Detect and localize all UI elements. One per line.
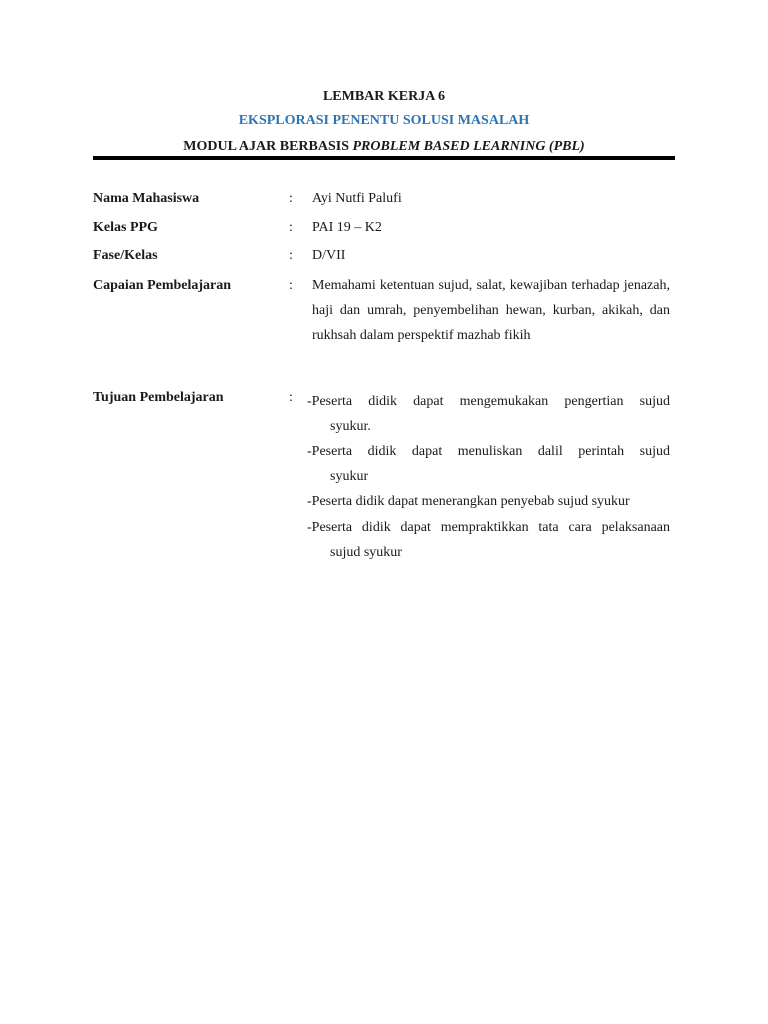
goal-item-continuation: syukur bbox=[330, 469, 369, 484]
module-heading-italic: PROBLEM BASED LEARNING (PBL) bbox=[352, 139, 585, 154]
value-capaian-pembelajaran: Memahami ketentuan sujud, salat, kewajiban terhadap jenazah, haji dan umrah, penyembelihan hewan, kurban, akikah, dan rukhsah dalam perspektif mazhab fikih bbox=[312, 278, 670, 343]
colon-kelas: : bbox=[289, 220, 293, 235]
colon-capaian: : bbox=[289, 278, 293, 293]
goal-item-text: -Peserta didik dapat mempraktikkan tata cara pelaksanaan bbox=[307, 520, 670, 535]
header-divider bbox=[93, 156, 675, 160]
module-heading bbox=[0, 138, 768, 156]
module-heading-prefix: MODUL AJAR BERBASIS bbox=[183, 139, 353, 154]
goal-item-text: -Peserta didik dapat mengemukakan pengertian sujud bbox=[307, 394, 670, 409]
goal-item-4 bbox=[307, 515, 670, 565]
goal-item-1 bbox=[307, 389, 670, 439]
goal-item-2 bbox=[307, 439, 670, 489]
goal-item-3 bbox=[307, 489, 670, 514]
worksheet-title: LEMBAR KERJA 6 bbox=[322, 89, 446, 104]
colon-nama: : bbox=[289, 191, 293, 206]
label-kelas-ppg: Kelas PPG bbox=[93, 220, 158, 235]
label-nama-mahasiswa: Nama Mahasiswa bbox=[93, 191, 200, 206]
label-tujuan-pembelajaran: Tujuan Pembelajaran bbox=[93, 390, 224, 405]
goal-item-continuation: syukur. bbox=[330, 419, 371, 434]
goal-item-text: -Peserta didik dapat menerangkan penyebab sujud syukur bbox=[307, 494, 630, 509]
label-fase-kelas: Fase/Kelas bbox=[93, 248, 158, 263]
value-kelas-ppg: PAI 19 – K2 bbox=[312, 220, 382, 235]
colon-fase: : bbox=[289, 248, 293, 263]
value-nama-mahasiswa: Ayi Nutfi Palufi bbox=[312, 191, 402, 206]
goal-item-continuation: sujud syukur bbox=[330, 545, 402, 560]
label-capaian-pembelajaran: Capaian Pembelajaran bbox=[93, 278, 232, 293]
worksheet-subtitle: EKSPLORASI PENENTU SOLUSI MASALAH bbox=[238, 113, 530, 128]
colon-tujuan: : bbox=[289, 390, 293, 405]
goal-item-text: -Peserta didik dapat menuliskan dalil perintah sujud bbox=[307, 444, 670, 459]
value-fase-kelas: D/VII bbox=[312, 248, 346, 263]
